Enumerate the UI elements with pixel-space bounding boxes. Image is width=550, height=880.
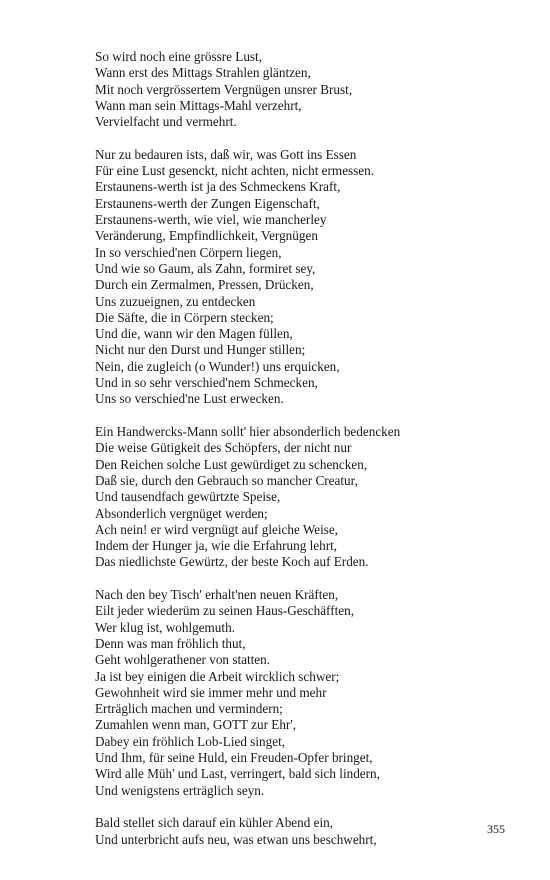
poem-line: Wer klug ist, wohlgemuth. — [95, 619, 235, 635]
poem-line: Und unterbricht aufs neu, was etwan uns beschwehrt, — [95, 831, 377, 847]
poem-line: Ach nein! er wird vergnügt auf gleiche Weise, — [95, 521, 339, 537]
poem-line: Und wie so Gaum, als Zahn, formiret sey, — [95, 260, 316, 276]
poem-line: Ein Handwercks-Mann sollt' hier absonderlich bedencken — [95, 424, 401, 440]
poem-line: Veränderung, Empfindlichkeit, Vergnügen — [95, 228, 318, 244]
poem-line: Wann erst des Mittags Strahlen gläntzen, — [95, 65, 311, 81]
stanza-4 — [95, 587, 515, 799]
poem-line: Die Säfte, die in Cörpern stecken; — [95, 309, 274, 325]
poem-line: Gewohnheit wird sie immer mehr und mehr — [95, 684, 327, 700]
poem-line: Daß sie, durch den Gebrauch so mancher Creatur, — [95, 472, 358, 488]
poem-line: Erstaunens-werth ist ja des Schmeckens Kraft, — [95, 179, 341, 195]
poem-line: Eilt jeder wiederüm zu seinen Haus-Geschäfften, — [95, 603, 355, 619]
poem-line: Und tausendfach gewürtzte Speise, — [95, 489, 281, 505]
poem-line: Uns zuzueignen, zu entdecken — [95, 293, 256, 309]
stanza-1 — [95, 49, 515, 130]
poem-line: Wird alle Müh' und Last, verringert, bald sich lindern, — [95, 766, 380, 782]
poem-line: Vervielfacht und vermehrt. — [95, 114, 237, 130]
poem-line: Absonderlich vergnüget werden; — [95, 505, 268, 521]
poem-line: Für eine Lust gesenckt, nicht achten, nicht ermessen. — [95, 163, 375, 179]
poem-line: Und in so sehr verschied'nem Schmecken, — [95, 375, 318, 391]
page-number: 355 — [487, 822, 505, 836]
poem-line: Dabey ein fröhlich Lob-Lied singet, — [95, 733, 286, 749]
poem-line: Das niedlichste Gewürtz, der beste Koch auf Erden. — [95, 554, 369, 570]
poem-line: Nicht nur den Durst und Hunger stillen; — [95, 342, 306, 358]
poem-line: Und Ihm, für seine Huld, ein Freuden-Opfer bringet, — [95, 750, 373, 766]
poem-line: Erstaunens-werth der Zungen Eigenschaft, — [95, 195, 320, 211]
poem-line: Ja ist bey einigen die Arbeit wircklich schwer; — [95, 668, 340, 684]
poem-line: Nein, die zugleich (o Wunder!) uns erquicken, — [95, 358, 340, 374]
poem-line: Denn was man fröhlich thut, — [95, 635, 246, 651]
poem-line: Wann man sein Mittags-Mahl verzehrt, — [95, 97, 302, 113]
poem-line: Den Reichen solche Lust gewürdiget zu schencken, — [95, 456, 368, 472]
poem-line: So wird noch eine grössre Lust, — [95, 49, 263, 64]
poem-line: Bald stellet sich darauf ein kühler Abend ein, — [95, 815, 334, 831]
poem-line: Mit noch vergrössertem Vergnügen unsrer Brust, — [95, 81, 353, 97]
poem-line: Nach den bey Tisch' erhalt'nen neuen Kräften, — [95, 587, 339, 603]
poem-line: Geht wohlgerathener von statten. — [95, 652, 271, 668]
poem-line: Indem der Hunger ja, wie die Erfahrung lehrt, — [95, 538, 338, 554]
stanza-2 — [95, 147, 515, 408]
poem-line: Zumahlen wenn man, GOTT zur Ehr', — [95, 717, 296, 733]
poem-line: Die weise Gütigkeit des Schöpfers, der nicht nur — [95, 440, 352, 456]
poem-line: In so verschied'nen Cörpern liegen, — [95, 244, 282, 260]
poem-line: Erträglich machen und vermindern; — [95, 701, 283, 717]
stanza-5 — [95, 815, 515, 848]
poem-line: Uns so verschied'ne Lust erwecken. — [95, 391, 284, 407]
poem-line: Und wenigstens erträglich seyn. — [95, 782, 265, 798]
poem-line: Erstaunens-werth, wie viel, wie mancherley — [95, 212, 327, 228]
stanza-3 — [95, 424, 515, 571]
poem-text — [95, 49, 515, 864]
poem-line: Durch ein Zermalmen, Pressen, Drücken, — [95, 277, 314, 293]
poem-line: Und die, wann wir den Magen füllen, — [95, 326, 293, 342]
poem-line: Nur zu bedauren ists, daß wir, was Gott ins Essen — [95, 146, 357, 162]
